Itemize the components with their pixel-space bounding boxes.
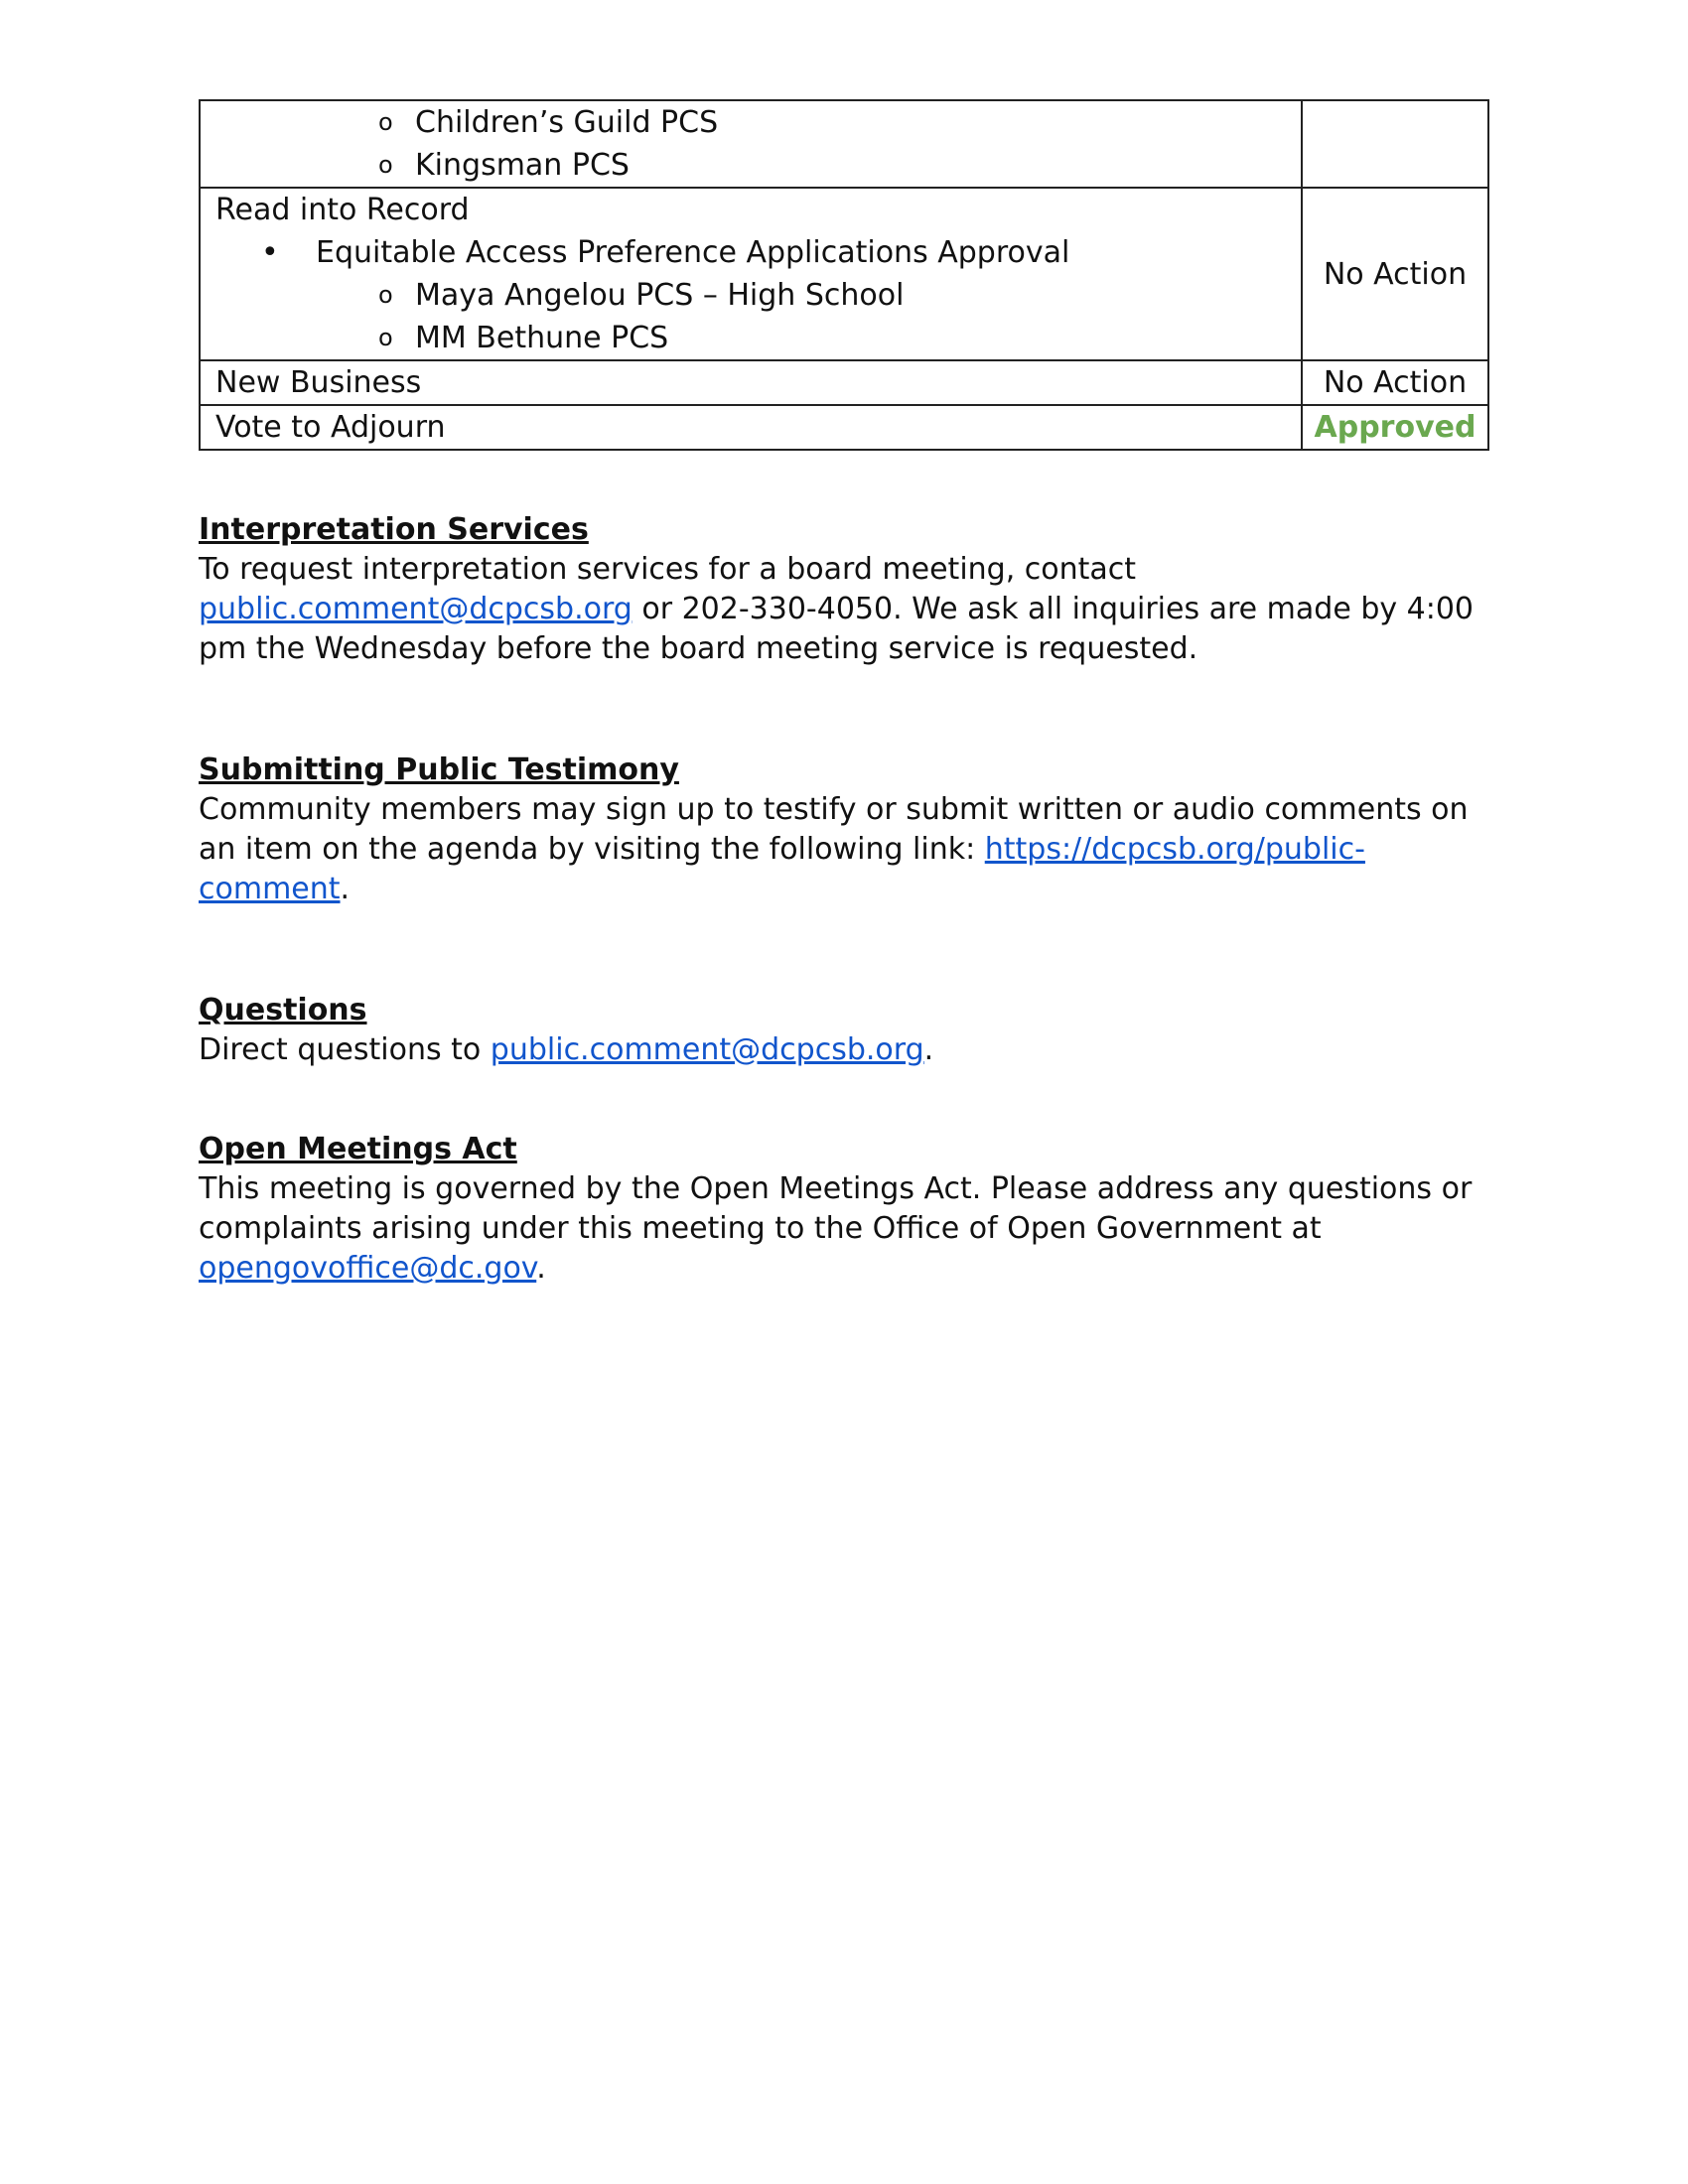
agenda-table (199, 99, 1489, 451)
open-meetings-section (199, 1130, 1489, 1289)
agenda-item-cell (200, 100, 1302, 188)
list-item (215, 144, 1301, 187)
agenda-item-cell (200, 405, 1302, 450)
school-name: Maya Angelou PCS – High School (415, 278, 905, 313)
list-item (215, 231, 1301, 274)
section-body (199, 1169, 1489, 1289)
table-row (200, 405, 1488, 450)
agenda-item-heading: Read into Record (215, 193, 470, 227)
body-text: Community members may sign up to testify or submit written or audio comments on an item on the agenda by visiting the following link: (199, 792, 1469, 867)
document-page (199, 99, 1489, 1289)
agenda-subitem: Equitable Access Preference Applications Approval (316, 235, 1070, 270)
approved-status: Approved (1302, 405, 1488, 450)
body-text: or 202-330-4050. We ask all inquiries are made by 4:00 pm the Wednesday before the board meeting service is requested. (199, 592, 1475, 666)
circle-bullet-icon: o (378, 324, 393, 351)
email-link[interactable]: opengovoffice@dc.gov (199, 1251, 537, 1286)
section-title: Submitting Public Testimony (199, 752, 679, 787)
action-cell: No Action (1302, 188, 1488, 360)
list-item (215, 317, 1301, 359)
school-name: MM Bethune PCS (415, 321, 669, 355)
list-item (215, 274, 1301, 317)
body-text: Direct questions to (199, 1032, 491, 1067)
table-row (200, 100, 1488, 188)
section-body (199, 790, 1489, 909)
circle-bullet-icon: o (378, 281, 393, 309)
section-title: Interpretation Services (199, 512, 589, 547)
school-name: Kingsman PCS (415, 148, 630, 183)
agenda-item-heading: Vote to Adjourn (215, 410, 446, 445)
interpretation-section (199, 510, 1489, 669)
agenda-item-cell (200, 188, 1302, 360)
questions-section (199, 991, 1489, 1070)
list-item (215, 101, 1301, 144)
action-cell (1302, 100, 1488, 188)
punctuation: . (536, 1251, 546, 1286)
circle-bullet-icon: o (378, 108, 393, 136)
table-row (200, 360, 1488, 405)
testimony-section (199, 751, 1489, 909)
email-link[interactable]: public.comment@dcpcsb.org (199, 592, 633, 626)
agenda-item-cell (200, 360, 1302, 405)
section-title: Questions (199, 993, 367, 1027)
public-comment-link[interactable]: https://dcpcsb.org/public-comment (199, 832, 1365, 906)
circle-bullet-icon: o (378, 151, 393, 179)
punctuation: . (923, 1032, 934, 1067)
section-body (199, 550, 1489, 669)
body-text: To request interpretation services for a board meeting, contact (199, 552, 1137, 587)
section-title: Open Meetings Act (199, 1132, 517, 1166)
school-name: Children’s Guild PCS (415, 105, 719, 140)
section-body (199, 1030, 1489, 1070)
disc-bullet-icon: • (261, 235, 279, 270)
action-cell: No Action (1302, 360, 1488, 405)
agenda-item-heading: New Business (215, 365, 422, 400)
table-row (200, 188, 1488, 360)
punctuation: . (340, 872, 351, 906)
email-link[interactable]: public.comment@dcpcsb.org (490, 1032, 924, 1067)
body-text: This meeting is governed by the Open Meetings Act. Please address any questions or complaints arising under this meeting to the Office of Open Government at (199, 1171, 1473, 1246)
